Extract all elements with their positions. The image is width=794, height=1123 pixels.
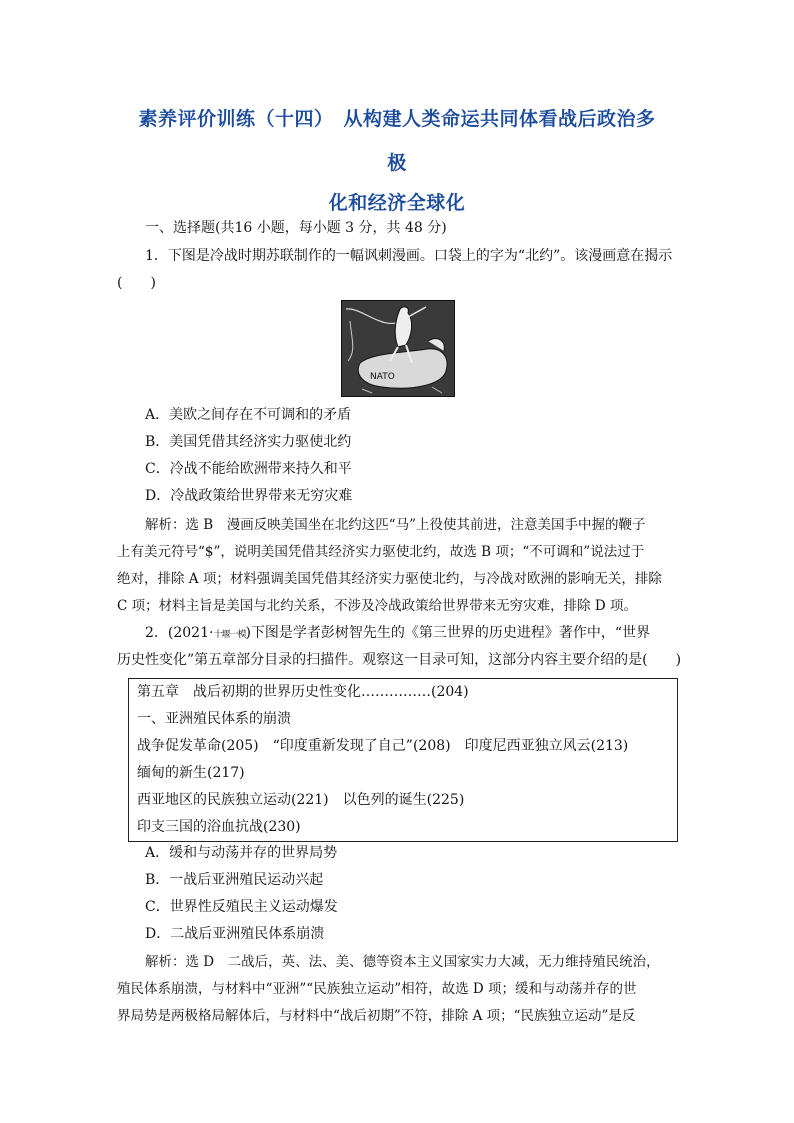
question-2-stem-prefix: 2．(2021· [145, 625, 214, 641]
question-1-stem: 1．下图是冷战时期苏联制作的一幅讽刺漫画。口袋上的字为“北约”。该漫画意在揭示 [145, 248, 673, 264]
question-2-option-b: B．一战后亚洲殖民运动兴起 [145, 872, 324, 888]
section-heading: 一、选择题(共16 小题，每小题 3 分，共 48 分) [145, 220, 447, 236]
toc-entry-line-2: 缅甸的新生(217) [137, 765, 245, 781]
question-2-stem [145, 620, 707, 649]
toc-section-heading: 一、亚洲殖民体系的崩溃 [137, 711, 291, 727]
question-2-explanation-line-1: 解析：选 D 二战后，英、法、美、德等资本主义国家实力大减，无力维持殖民统治， [145, 954, 660, 970]
question-1-explanation-line-1: 解析：选 B 漫画反映美国坐在北约这匹“马”上役使其前进，注意美国手中握的鞭子 [145, 517, 646, 533]
table-of-contents-scan [128, 678, 678, 842]
question-2-option-a: A．缓和与动荡并存的世界局势 [145, 845, 338, 861]
question-1-option-b: B．美国凭借其经济实力驱使北约 [145, 434, 352, 450]
question-1-explanation-line-2: 上有美元符号“$”，说明美国凭借其经济实力驱使北约，故选 B 项；“不可调和”说法过于 [117, 544, 645, 560]
cartoon-image [341, 300, 455, 397]
cartoon-nato-text: NATO [370, 372, 395, 382]
question-2-option-d: D．二战后亚洲殖民体系崩溃 [145, 926, 325, 942]
question-2-stem-suffix: )下图是学者彭树智先生的《第三世界的历史进程》著作中，“世界 [245, 625, 651, 641]
question-1-answer-blank: ( ) [117, 275, 156, 291]
question-2-explanation-line-2: 殖民体系崩溃，与材料中“亚洲”“民族独立运动”相符，故选 D 项；缓和与动荡并存的世 [117, 981, 637, 997]
question-2-stem-line-2: 历史性变化”第五章部分目录的扫描件。观察这一目录可知，这部分内容主要介绍的是( ) [117, 652, 682, 668]
toc-entry-line-3: 西亚地区的民族独立运动(221) 以色列的诞生(225) [137, 792, 465, 808]
page-title-line-2: 极 [387, 152, 407, 174]
page-title-line-3: 化和经济全球化 [328, 192, 466, 214]
question-2-source: 十堰一模 [213, 630, 246, 640]
page-title-line-1: 素养评价训练（十四） 从构建人类命运共同体看战后政治多 [138, 108, 656, 130]
question-1-explanation-line-3: 绝对，排除 A 项；材料强调美国凭借其经济实力驱使北约，与冷战对欧洲的影响无关，排除 [117, 571, 662, 587]
toc-entry-line-4: 印支三国的浴血抗战(230) [137, 819, 301, 835]
question-2-explanation-line-3: 界局势是两极格局解体后，与材料中“战后初期”不符，排除 A 项；“民族独立运动”是反 [117, 1008, 636, 1024]
toc-chapter-heading: 第五章 战后初期的世界历史性变化……………(204) [137, 684, 469, 700]
toc-entry-line-1: 战争促发革命(205) “印度重新发现了自己”(208) 印度尼西亚独立风云(213) [137, 738, 629, 754]
question-1-explanation-line-4: C 项；材料主旨是美国与北约关系，不涉及冷战政策给世界带来无穷灾难，排除 D 项。 [117, 598, 638, 614]
question-1-option-d: D．冷战政策给世界带来无穷灾难 [145, 488, 353, 504]
cartoon-drawing [342, 301, 454, 396]
question-1-option-a: A．美欧之间存在不可调和的矛盾 [145, 407, 352, 423]
question-1-option-c: C．冷战不能给欧洲带来持久和平 [145, 461, 352, 477]
question-2-option-c: C．世界性反殖民主义运动爆发 [145, 899, 338, 915]
